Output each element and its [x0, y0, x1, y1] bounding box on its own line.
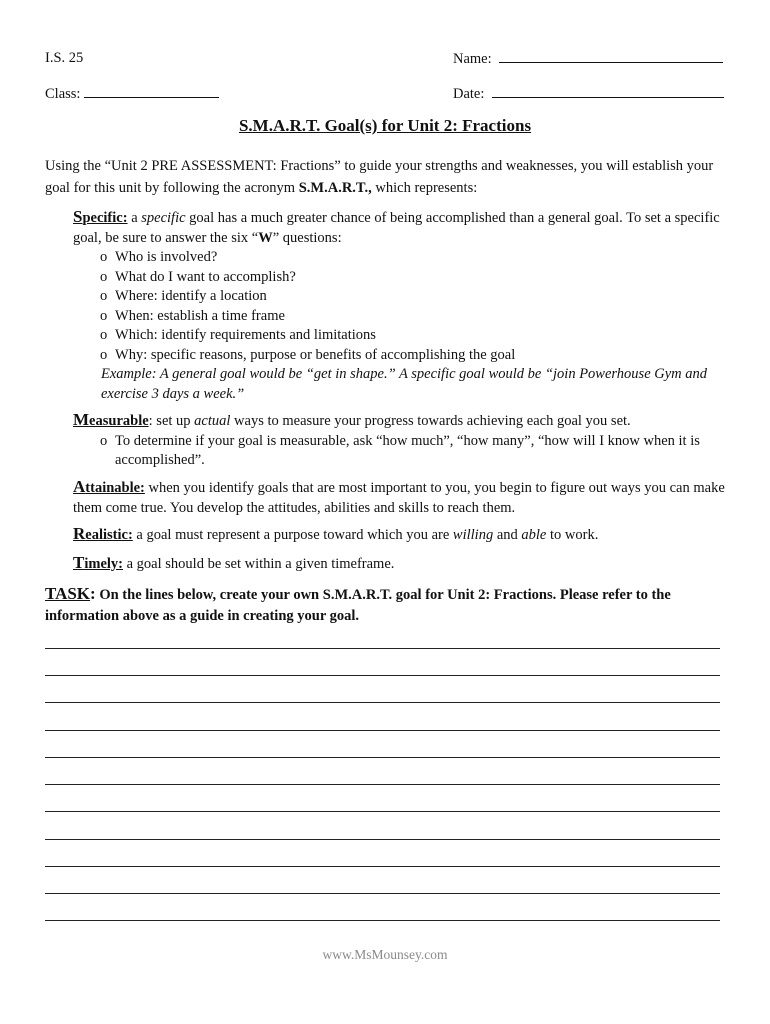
intro-paragraph — [45, 155, 735, 199]
page-title: S.M.A.R.T. Goal(s) for Unit 2: Fractions — [238, 116, 532, 135]
writing-line[interactable] — [45, 702, 720, 703]
writing-line[interactable] — [45, 893, 720, 894]
list-item: o Where: identify a location — [100, 288, 267, 304]
specific-section — [73, 207, 733, 404]
task-instructions: TASK: On the lines below, create your own S.M.A.R.T. goal for Unit 2: Fractions. Please refer to the information above as a guide in creating your goal. — [45, 584, 671, 624]
timely-paragraph: Timely: a goal should be set within a given timeframe. — [73, 553, 395, 572]
list-item: o To determine if your goal is measurable, ask “how much”, “how many”, “how will I know when it is accomplished”. — [100, 432, 700, 468]
measurable-paragraph: Measurable: set up actual ways to measure your progress towards achieving each goal you set. — [73, 410, 631, 429]
realistic-section — [73, 524, 733, 546]
task-label: TASK — [45, 584, 91, 603]
intro-text-b: which represents: — [371, 180, 478, 196]
date-label: Date: — [453, 86, 485, 102]
writing-line[interactable] — [45, 784, 720, 785]
class-row — [45, 85, 219, 103]
writing-line[interactable] — [45, 675, 720, 676]
intro-acronym: S.M.A.R.T., — [298, 180, 372, 196]
specific-paragraph: Specific: a specific goal has a much greater chance of being accomplished than a general goal. To set a specific goal, be sure to answer the six “W” questions: — [73, 207, 720, 246]
task-text: On the lines below, create your own S.M.A.R.T. goal for Unit 2: Fractions. Please refer to the information above as a guide in creating your goal. — [45, 587, 671, 624]
class-field[interactable] — [84, 85, 219, 98]
specific-example: Example: A general goal would be “get in shape.” A specific goal would be “join Powerhouse Gym and exercise 3 days a week.” — [101, 366, 708, 402]
realistic-paragraph: Realistic: a goal must represent a purpose toward which you are willing and able to work. — [73, 524, 599, 543]
name-field[interactable] — [499, 50, 723, 63]
school-label: I.S. 25 — [45, 50, 84, 66]
list-item: o Who is involved? — [100, 249, 218, 265]
timely-heading: Timely: — [73, 553, 123, 572]
name-row — [453, 50, 723, 68]
specific-heading: Specific: — [73, 207, 128, 226]
w-questions-list — [73, 248, 733, 365]
writing-line[interactable] — [45, 730, 720, 731]
footer-url: www.MsMounsey.com — [322, 947, 448, 962]
list-item: o When: establish a time frame — [100, 307, 285, 324]
writing-line[interactable] — [45, 920, 720, 921]
measurable-heading: Measurable — [73, 410, 149, 429]
measurable-list — [73, 432, 733, 471]
list-item: o Which: identify requirements and limitations — [100, 327, 376, 343]
intro-text-a: Using the “Unit 2 PRE ASSESSMENT: Fractions” to guide your strengths and weaknesses, you will establish your goal for this unit by following the acronym — [45, 158, 714, 196]
writing-line[interactable] — [45, 866, 720, 867]
attainable-section — [73, 477, 733, 518]
list-item: o What do I want to accomplish? — [100, 268, 296, 285]
timely-section — [73, 553, 733, 575]
measurable-section — [73, 410, 733, 471]
writing-line[interactable] — [45, 811, 720, 812]
date-field[interactable] — [492, 85, 724, 98]
writing-line[interactable] — [45, 839, 720, 840]
class-label: Class: — [45, 86, 81, 102]
writing-line[interactable] — [45, 648, 720, 649]
attainable-heading: Attainable: — [73, 477, 145, 496]
name-label: Name: — [453, 51, 492, 67]
writing-line[interactable] — [45, 757, 720, 758]
date-row — [453, 85, 724, 103]
attainable-paragraph: Attainable: when you identify goals that are most important to you, you begin to figure out ways you can make them come true. You develop the attitudes, abilities and skills to reach them. — [73, 477, 725, 516]
list-item: o Why: specific reasons, purpose or benefits of accomplishing the goal — [100, 346, 516, 363]
realistic-heading: Realistic: — [73, 524, 133, 543]
